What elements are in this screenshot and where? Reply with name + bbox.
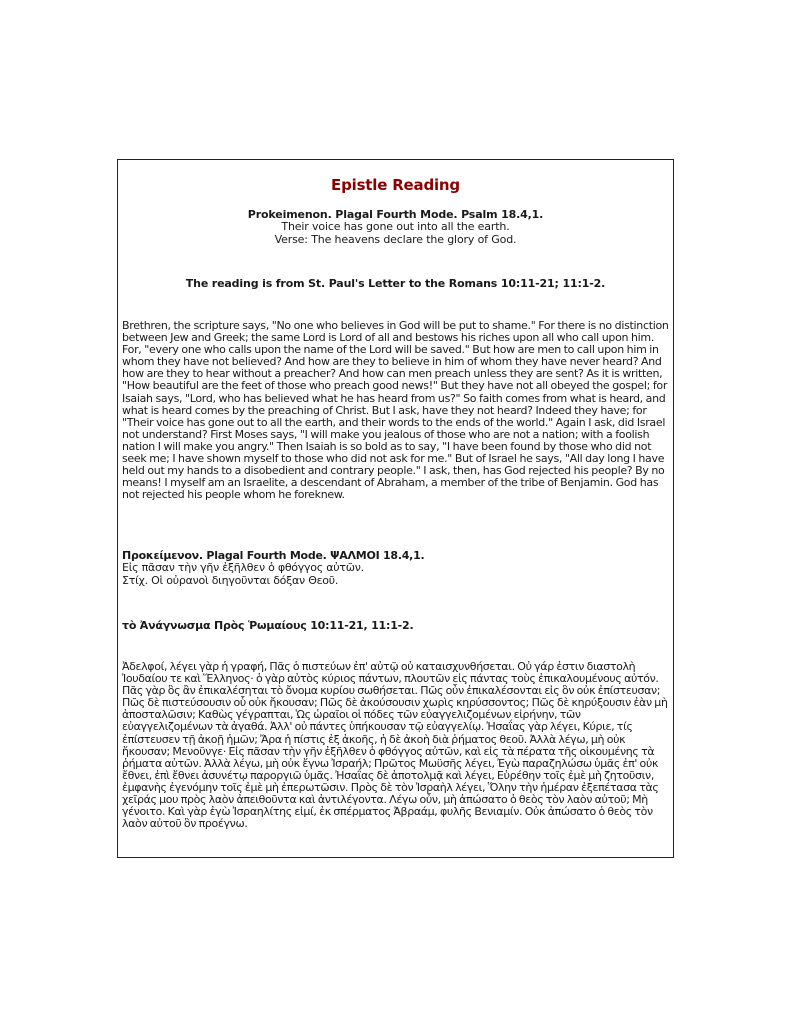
reading-frame: [117, 159, 674, 858]
prokeimenon-heading: Prokeimenon. Plagal Fourth Mode. Psalm 18.4,1.: [247, 208, 544, 221]
reading-heading: The reading is from St. Paul's Letter to the Romans 10:11-21; 11:1-2.: [185, 277, 606, 290]
reading-text: Brethren, the scripture says, "No one who believes in God will be put to shame." For there is no distinction between Jew and Greek; the same Lord is Lord of all and bestows his riches upon all who call upon him. For, "every one who calls upon the name of the Lord will be saved." But how are men to call upon him in whom they have not believed? And how are they to believe in him of whom they have never heard? And how are they to hear without a preacher? And how can men preach unless they are sent? As it is written, "How beautiful are the feet of those who preach good news!" But they have not all obeyed the gospel; for Isaiah says, "Lord, who has believed what he has heard from us?" So faith comes from what is heard, and what is heard comes by the preaching of Christ. But I ask, have they not heard? Indeed they have; for "Their voice has gone out to all the earth, and their words to the ends of the world." Again I ask, did Israel not understand? First Moses says, "I will make you jealous of those who are not a nation; with a foolish nation I will make you angry." Then Isaiah is so bold as to say, "I have been found by those who did not seek me; I have shown myself to those who did not ask for me." But of Israel he says, "All day long I have held out my hands to a disobedient and contrary people." I ask, then, has God rejected his people? By no means! I myself am an Israelite, a descendant of Abraham, a member of the tribe of Benjamin. God has not rejected his people whom he foreknew.: [122, 319, 669, 502]
page-title: Epistle Reading: [331, 176, 460, 194]
prokeimenon-line: Their voice has gone out into all the earth.: [281, 220, 510, 234]
greek-prokeimenon-block: [122, 550, 669, 587]
prokeimenon-verse: Verse: The heavens declare the glory of God.: [274, 232, 517, 246]
greek-reading-heading: τὸ Ἀνάγνωσμα Πρὸς Ῥωμαίους 10:11-21, 11:1-2.: [122, 619, 414, 632]
greek-prokeimenon-line: Εἰς πᾶσαν τὴν γῆν ἐξῆλθεν ὁ φθόγγος αὐτῶν.: [122, 561, 364, 575]
greek-prokeimenon-verse: Στίχ. Οἱ οὐρανοὶ διηγοῦνται δόξαν Θεοῦ.: [122, 573, 339, 587]
greek-prokeimenon-heading: Προκείμενον. Plagal Fourth Mode. ΨΑΛΜΟΙ 18.4,1.: [122, 549, 425, 562]
prokeimenon-block: [118, 209, 673, 246]
greek-reading-text: Ἀδελφοί, λέγει γὰρ ἡ γραφή, Πᾶς ὁ πιστεύων ἐπ' αὐτῷ οὐ καταισχυνθήσεται. Οὐ γάρ ἐστιν διαστολὴ Ἰουδαίου τε καὶ Ἕλληνος· ὁ γὰρ αὐτὸς κύριος πάντων, πλουτῶν εἰς πάντας τοὺς ἐπικαλουμένους αὐτόν. Πᾶς γὰρ ὃς ἂν ἐπικαλέσηται τὸ ὄνομα κυρίου σωθήσεται. Πῶς οὖν ἐπικαλέσονται εἰς ὃν οὐκ ἐπίστευσαν; Πῶς δὲ πιστεύσουσιν οὗ οὐκ ἤκουσαν; Πῶς δὲ ἀκούσουσιν χωρὶς κηρύσσοντος; Πῶς δὲ κηρύξουσιν ἐὰν μὴ ἀποσταλῶσιν; Καθὼς γέγραπται, Ὡς ὡραῖοι οἱ πόδες τῶν εὐαγγελιζομένων εἰρήνην, τῶν εὐαγγελιζομένων τὰ ἀγαθά. Ἀλλ' οὐ πάντες ὑπήκουσαν τῷ εὐαγγελίῳ. Ἠσαΐας γὰρ λέγει, Κύριε, τίς ἐπίστευσεν τῇ ἀκοῇ ἡμῶν; Ἄρα ἡ πίστις ἐξ ἀκοῆς, ἡ δὲ ἀκοὴ διὰ ῥήματος θεοῦ. Ἀλλὰ λέγω, μὴ οὐκ ἤκουσαν; Μενοῦνγε· Εἰς πᾶσαν τὴν γῆν ἐξῆλθεν ὁ φθόγγος αὐτῶν, καὶ εἰς τὰ πέρατα τῆς οἰκουμένης τὰ ῥήματα αὐτῶν. Ἀλλὰ λέγω, μὴ οὐκ ἔγνω Ἰσραήλ; Πρῶτος Μωϋσῆς λέγει, Ἐγὼ παραζηλώσω ὑμᾶς ἐπ' οὐκ ἔθνει, ἐπὶ ἔθνει ἀσυνέτῳ παροργιῶ ὑμᾶς. Ἠσαΐας δὲ ἀποτολμᾷ καὶ λέγει, Εὑρέθην τοῖς ἐμὲ μὴ ζητοῦσιν, ἐμφανὴς ἐγενόμην τοῖς ἐμὲ μὴ ἐπερωτῶσιν. Πρὸς δὲ τὸν Ἰσραὴλ λέγει, Ὅλην τὴν ἡμέραν ἐξεπέτασα τὰς χεῖράς μου πρὸς λαὸν ἀπειθοῦντα καὶ ἀντιλέγοντα. Λέγω οὖν, μὴ ἀπώσατο ὁ θεὸς τὸν λαὸν αὐτοῦ; Μὴ γένοιτο. Καὶ γὰρ ἐγὼ Ἰσραηλίτης εἰμί, ἐκ σπέρματος Ἀβραάμ, φυλῆς Βενιαμίν. Οὐκ ἀπώσατο ὁ θεὸς τὸν λαὸν αὐτοῦ ὃν προέγνω.: [122, 660, 668, 831]
